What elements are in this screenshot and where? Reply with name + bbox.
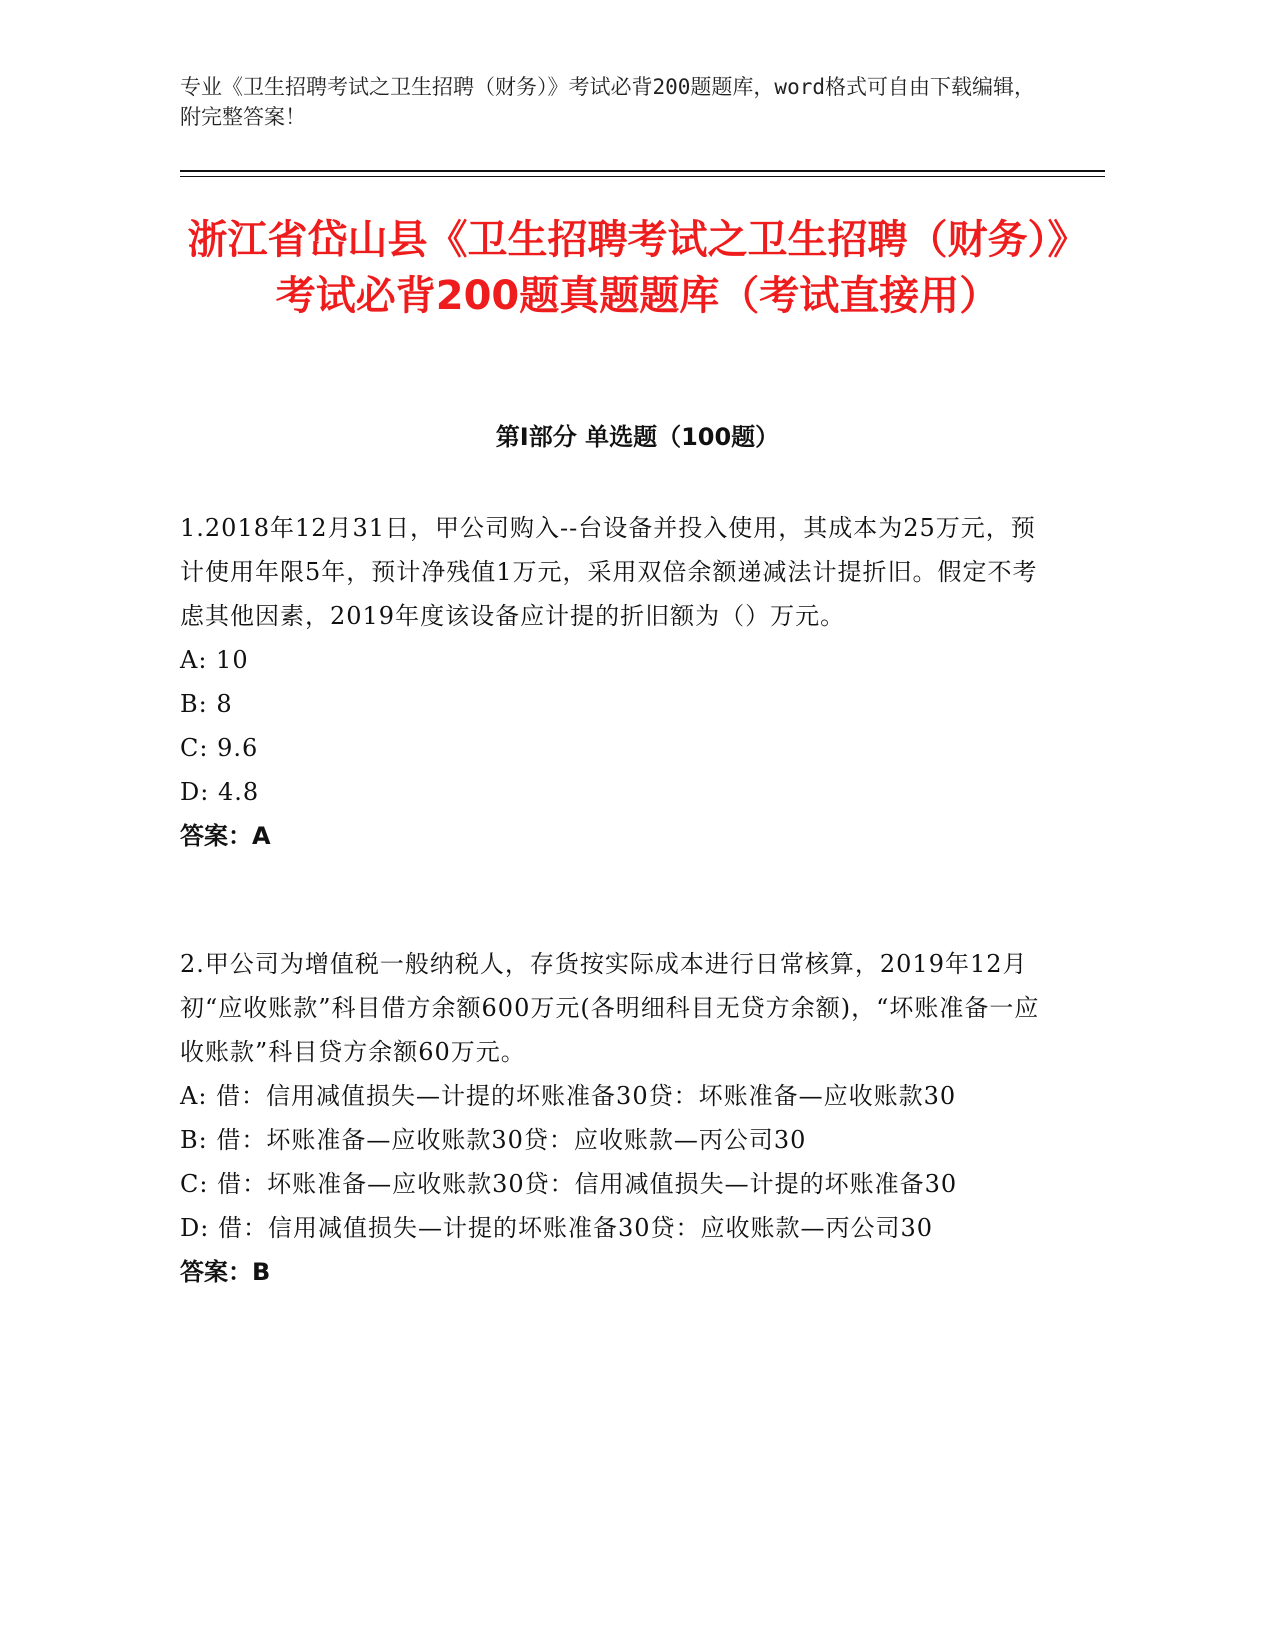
option-d: D: 借：信用减值损失—计提的坏账准备30贷：应收账款—丙公司30 [180, 1214, 934, 1242]
answer: 答案：A [180, 822, 271, 850]
question-stem: 2.甲公司为增值税一般纳税人，存货按实际成本进行日常核算，2019年12月初“应收账款”科目借方余额600万元(各明细科目无贷方余额)，“坏账准备一应收账款”科目贷方余额60万元。 [180, 950, 1040, 1066]
question-stem: 1.2018年12月31日，甲公司购入--台设备并投入使用，其成本为25万元，预计使用年限5年，预计净残值1万元，采用双倍余额递减法计提折旧。假定不考虑其他因素，2019年度该设备应计提的折旧额为（）万元。 [180, 514, 1038, 630]
section-title: 第Ⅰ部分 单选题（100题） [495, 423, 780, 451]
question-2 [180, 942, 1060, 1294]
question-1 [180, 506, 1060, 858]
option-b: B: 借：坏账准备—应收账款30贷：应收账款—丙公司30 [180, 1126, 807, 1154]
option-a: A: 借：信用减值损失—计提的坏账准备30贷：坏账准备—应收账款30 [180, 1082, 957, 1110]
option-c: C: 9.6 [180, 734, 259, 762]
header-divider-thick [180, 170, 1105, 172]
option-d: D: 4.8 [180, 778, 260, 806]
option-a: A: 10 [180, 646, 249, 674]
header-note: 专业《卫生招聘考试之卫生招聘（财务）》考试必背200题题库，word格式可自由下载编辑，附完整答案！ [180, 75, 1035, 129]
option-b: B: 8 [180, 690, 233, 718]
document-title: 浙江省岱山县《卫生招聘考试之卫生招聘（财务）》考试必背200题真题题库（考试直接用） [187, 217, 1088, 319]
option-c: C: 借：坏账准备—应收账款30贷：信用减值损失—计提的坏账准备30 [180, 1170, 958, 1198]
answer: 答案：B [180, 1258, 271, 1286]
header-divider-thin [180, 176, 1105, 177]
